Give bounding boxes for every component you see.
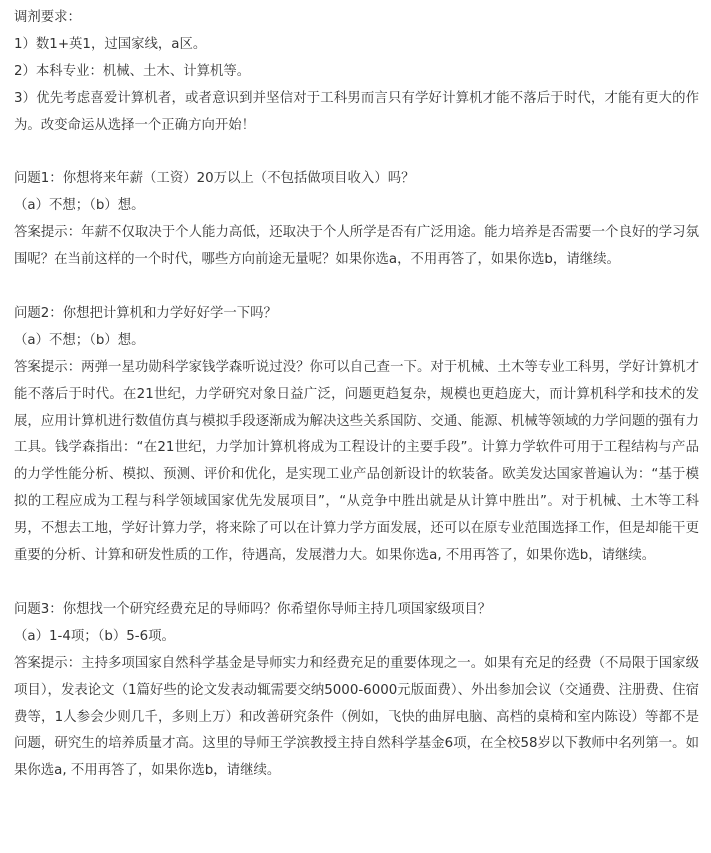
question-3-section (14, 597, 699, 785)
question-2-text: 问题2：你想把计算机和力学好好学一下吗？ (14, 305, 277, 321)
requirement-item: 3）优先考虑喜爱计算机者，或者意识到并坚信对于工科男而言只有学好计算机才能不落后于时代，才能有更大的作为。改变命运从选择一个正确方向开始！ (14, 90, 699, 133)
question-2-answer: 答案提示：两弹一星功勋科学家钱学森听说过没？你可以自己查一下。对于机械、土木等专业工科男，学好计算机才能不落后于时代。在21世纪，力学研究对象日益广泛，问题更趋复杂，规模也更趋庞大，而计算机科学和技术的发展，应用计算机进行数值仿真与模拟手段逐渐成为解决这些关系国防、交通、能源、机械等领域的力学问题的强有力工具。钱学森指出：“在21世纪，力学加计算机将成为工程设计的主要手段”。计算力学软件可用于工程结构与产品的力学性能分析、模拟、预测、评价和优化，是实现工业产品创新设计的软装备。欧美发达国家普遍认为：“基于模拟的工程应成为工程与科学领域国家优先发展项目”，“从竞争中胜出就是从计算中胜出”。对于机械、土木等工科男，不想去工地，学好计算力学，将来除了可以在计算力学方面发展，还可以在原专业范围选择工作，但是却能干更重要的分析、计算和研发性质的工作，待遇高，发展潜力大。如果你选a, 不用再答了，如果你选b，请继续。 (14, 359, 699, 564)
question-2-options: （a）不想；（b）想。 (14, 332, 145, 348)
requirement-item: 2）本科专业：机械、土木、计算机等。 (14, 63, 251, 79)
paragraph-gap (14, 274, 699, 301)
question-3-options: （a）1-4项；（b）5-6项。 (14, 628, 175, 644)
question-3-text: 问题3：你想找一个研究经费充足的导师吗？你希望你导师主持几项国家级项目？ (14, 601, 492, 617)
question-3-answer: 答案提示：主持多项国家自然科学基金是导师实力和经费充足的重要体现之一。如果有充足的经费（不局限于国家级项目），发表论文（1篇好些的论文发表动辄需要交纳5000-6000元版面费）、外出参加会议（交通费、注册费、住宿费等，1人参会少则几千，多则上万）和改善研究条件（例如，飞快的曲屏电脑、高档的桌椅和室内陈设）等都不是问题，研究生的培养质量才高。这里的导师王学滨教授主持自然科学基金6项，在全校58岁以下教师中名列第一。如果你选a, 不用再答了，如果你选b，请继续。 (14, 655, 699, 779)
question-1-text: 问题1：你想将来年薪（工资）20万以上（不包括做项目收入）吗？ (14, 171, 415, 187)
question-1-section (14, 166, 699, 274)
requirements-section (14, 5, 699, 140)
paragraph-gap (14, 570, 699, 597)
paragraph-gap (14, 140, 699, 167)
question-1-answer: 答案提示：年薪不仅取决于个人能力高低，还取决于个人所学是否有广泛用途。能力培养是否需要一个良好的学习氛围呢？在当前这样的一个时代，哪些方向前途无量呢？如果你选a，不用再答了，如果你选b，请继续。 (14, 225, 699, 268)
question-1-options: （a）不想；（b）想。 (14, 198, 145, 214)
requirement-item: 1）数1+英1，过国家线，a区。 (14, 36, 207, 52)
question-2-section (14, 301, 699, 570)
requirements-title: 调剂要求： (14, 10, 81, 25)
